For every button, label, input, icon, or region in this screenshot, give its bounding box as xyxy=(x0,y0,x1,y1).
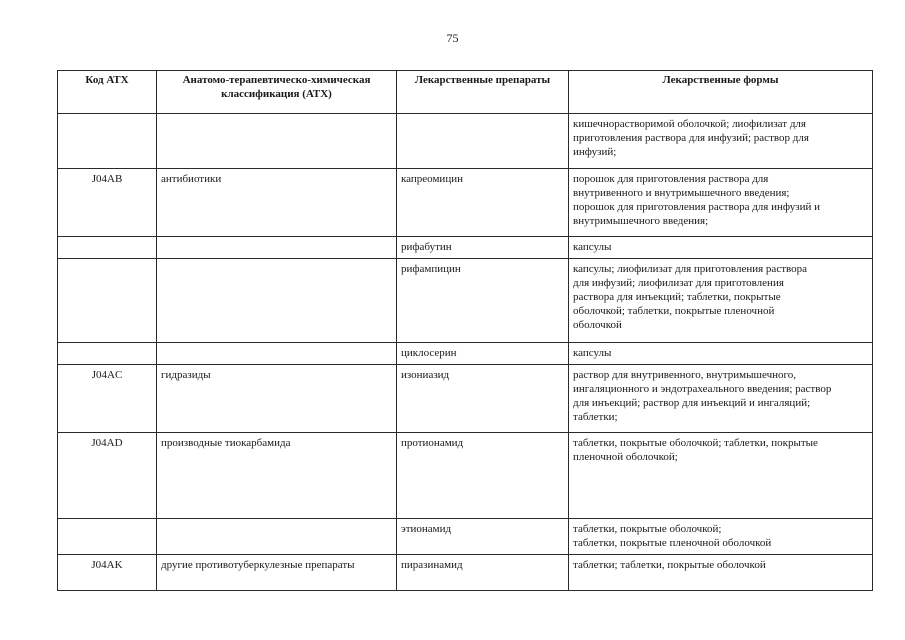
classification-cell xyxy=(157,237,397,259)
dosage-form-line: капсулы xyxy=(573,241,612,253)
dosage-form-line: капсулы; лиофилизат для приготовления раствора xyxy=(573,263,808,275)
dosage-form-line: оболочкой xyxy=(573,319,622,331)
drug-cell: пиразинамид xyxy=(397,555,569,591)
drug-cell: рифабутин xyxy=(397,237,569,259)
atx-code-cell xyxy=(58,259,157,343)
atx-code-cell: J04AB xyxy=(58,169,157,237)
classification-cell: другие противотуберкулезные препараты xyxy=(157,555,397,591)
dosage-form-line: для инъекций; раствор для инъекций и ингаляций; xyxy=(573,397,811,409)
table-row xyxy=(58,343,873,365)
atx-code-cell xyxy=(58,237,157,259)
dosage-forms-cell xyxy=(569,237,873,259)
drug-cell: протионамид xyxy=(397,433,569,519)
dosage-form-line: для инфузий; лиофилизат для приготовления xyxy=(573,277,784,289)
classification-cell: производные тиокарбамида xyxy=(157,433,397,519)
dosage-form-line: внутримышечного введения; xyxy=(573,215,709,227)
atx-code-cell xyxy=(58,343,157,365)
dosage-form-line: ингаляционного и эндотрахеального введения; раствор xyxy=(573,383,832,395)
classification-cell: антибиотики xyxy=(157,169,397,237)
dosage-forms-cell xyxy=(569,365,873,433)
dosage-forms-cell xyxy=(569,169,873,237)
atx-code-cell: J04AC xyxy=(58,365,157,433)
table-row xyxy=(58,169,873,237)
classification-cell xyxy=(157,343,397,365)
atx-code-cell xyxy=(58,114,157,169)
dosage-form-line: таблетки; xyxy=(573,411,618,423)
atx-code-cell xyxy=(58,519,157,555)
atx-table xyxy=(57,70,873,591)
dosage-form-line: таблетки, покрытые оболочкой; xyxy=(573,523,722,535)
dosage-form-line: капсулы xyxy=(573,347,612,359)
classification-cell xyxy=(157,519,397,555)
page-number: 75 xyxy=(446,31,459,45)
dosage-forms-cell xyxy=(569,433,873,519)
classification-cell xyxy=(157,259,397,343)
drug-cell: рифампицин xyxy=(397,259,569,343)
dosage-form-line: таблетки, покрытые пленочной оболочкой xyxy=(573,537,772,549)
drug-cell: этионамид xyxy=(397,519,569,555)
classification-cell xyxy=(157,114,397,169)
dosage-form-line: раствор для внутривенного, внутримышечного, xyxy=(573,369,797,381)
dosage-form-line: кишечнорастворимой оболочкой; лиофилизат для xyxy=(573,118,806,130)
drug-cell: изониазид xyxy=(397,365,569,433)
dosage-form-line: инфузий; xyxy=(573,146,617,158)
header-drugs: Лекарственные препараты xyxy=(397,71,569,114)
header-classification: Анатомо-терапевтическо-химическая классификация (АТХ) xyxy=(157,71,397,114)
classification-cell: гидразиды xyxy=(157,365,397,433)
dosage-forms-cell xyxy=(569,259,873,343)
table-row xyxy=(58,259,873,343)
dosage-form-line: порошок для приготовления раствора для xyxy=(573,173,769,185)
atx-code-cell: J04AK xyxy=(58,555,157,591)
header-atx-code: Код АТХ xyxy=(58,71,157,114)
table-header-row xyxy=(58,71,873,114)
dosage-form-line: приготовления раствора для инфузий; раствор для xyxy=(573,132,809,144)
dosage-forms-cell xyxy=(569,114,873,169)
dosage-forms-cell xyxy=(569,343,873,365)
dosage-form-line: раствора для инъекций; таблетки, покрытые xyxy=(573,291,781,303)
drug-cell: капреомицин xyxy=(397,169,569,237)
dosage-form-line: таблетки; таблетки, покрытые оболочкой xyxy=(573,559,766,571)
table-row xyxy=(58,365,873,433)
dosage-form-line: оболочкой; таблетки, покрытые пленочной xyxy=(573,305,775,317)
dosage-form-line: внутривенного и внутримышечного введения; xyxy=(573,187,790,199)
table-row xyxy=(58,555,873,591)
drug-cell xyxy=(397,114,569,169)
table-row xyxy=(58,237,873,259)
dosage-forms-cell xyxy=(569,555,873,591)
table-row xyxy=(58,519,873,555)
atx-code-cell: J04AD xyxy=(58,433,157,519)
dosage-form-line: таблетки, покрытые оболочкой; таблетки, покрытые xyxy=(573,437,818,449)
dosage-form-line: пленочной оболочкой; xyxy=(573,451,678,463)
table-row xyxy=(58,433,873,519)
dosage-form-line: порошок для приготовления раствора для инфузий и xyxy=(573,201,820,213)
drug-cell: циклосерин xyxy=(397,343,569,365)
dosage-forms-cell xyxy=(569,519,873,555)
table-body xyxy=(58,114,873,591)
header-dosage-forms: Лекарственные формы xyxy=(569,71,873,114)
table-row xyxy=(58,114,873,169)
